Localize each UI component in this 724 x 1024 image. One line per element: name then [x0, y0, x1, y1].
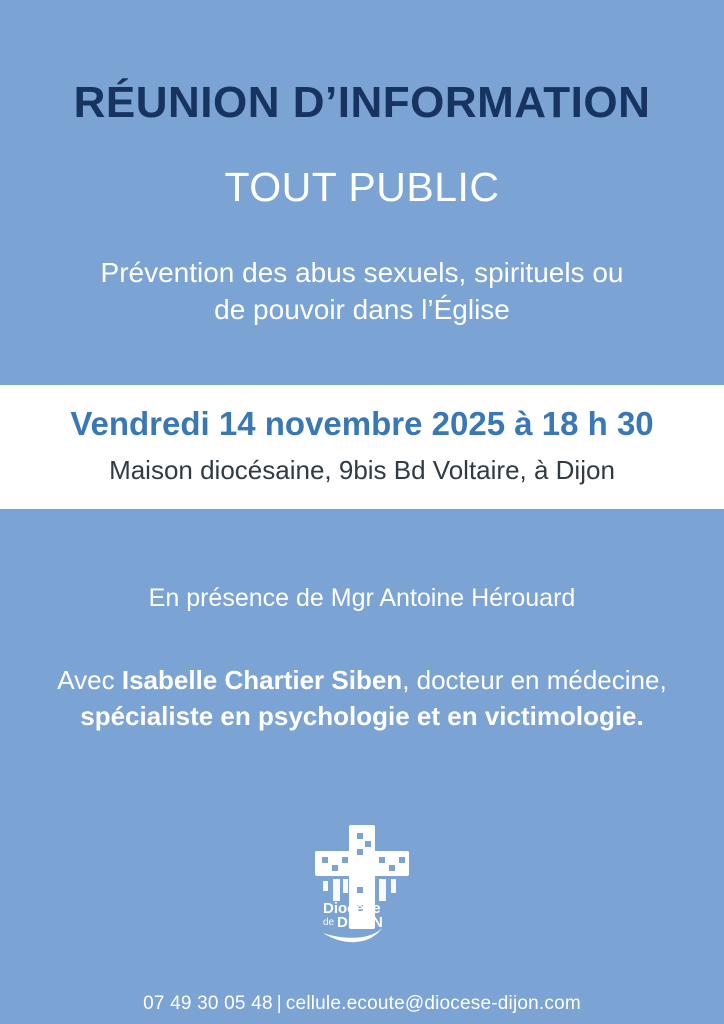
- contact-footer: [143, 993, 581, 1015]
- speaker-prefix: Avec: [57, 664, 122, 695]
- contact-email[interactable]: cellule.ecoute@diocese-dijon.com: [285, 992, 581, 1014]
- contact-phone: 07 49 30 05 48: [143, 992, 273, 1014]
- speaker-line-1: [57, 663, 666, 699]
- page-title: RÉUNION D’INFORMATION: [73, 78, 651, 127]
- event-date: Vendredi 14 novembre 2025 à 18 h 30: [70, 405, 654, 443]
- diocese-cross-logo-icon: [287, 821, 437, 951]
- page-subtitle: TOUT PUBLIC: [224, 164, 500, 211]
- event-location: Maison diocésaine, 9bis Bd Voltaire, à Dijon: [109, 454, 615, 485]
- poster-body: [0, 509, 724, 1024]
- speaker-name: Isabelle Chartier Siben: [121, 664, 403, 695]
- poster-intro-line-2: de pouvoir dans l’Église: [214, 294, 510, 326]
- speaker-suffix: , docteur en médecine,: [402, 664, 667, 695]
- event-details-band: [0, 385, 724, 509]
- speaker-info: [57, 663, 666, 735]
- poster-header: [0, 0, 724, 329]
- guest-presence: En présence de Mgr Antoine Hérouard: [148, 584, 576, 613]
- contact-separator: |: [276, 992, 282, 1014]
- logo-text-dijon: DIJON: [337, 913, 383, 931]
- diocese-logo: [287, 821, 437, 951]
- speaker-qualification: spécialiste en psychologie et en victimologie.: [80, 700, 644, 731]
- poster-intro: [42, 255, 682, 329]
- poster-intro-line-1: Prévention des abus sexuels, spirituels ou: [100, 257, 624, 289]
- logo-text-diocese: Diocèse: [323, 899, 381, 917]
- speaker-line-2: [57, 699, 666, 735]
- logo-text-de: de: [323, 916, 335, 928]
